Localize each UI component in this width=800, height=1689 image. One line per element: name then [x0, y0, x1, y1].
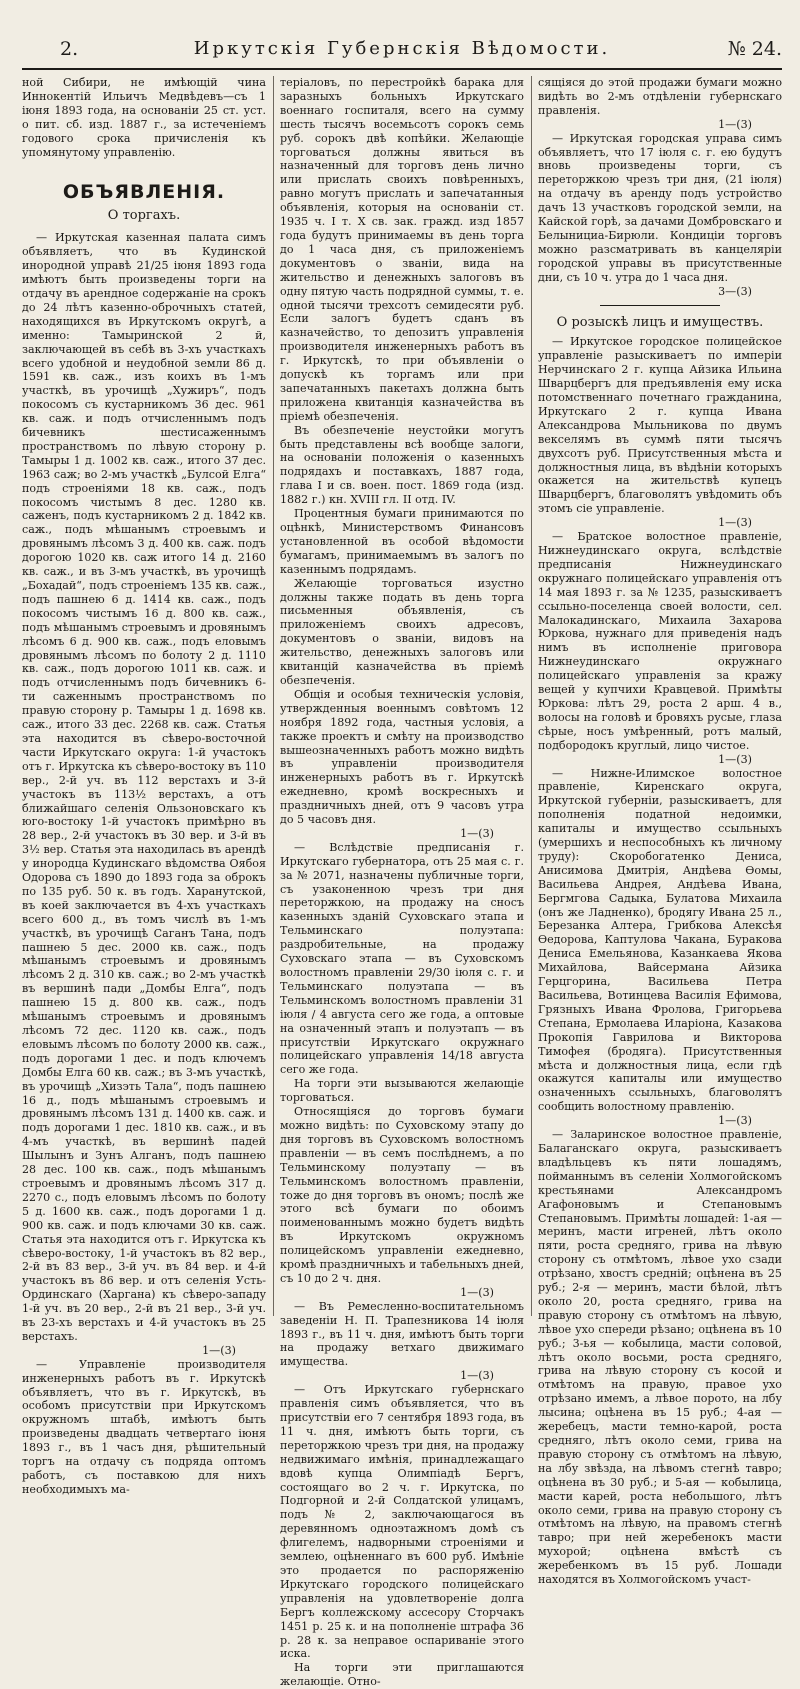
issue-number: № 24.: [727, 38, 782, 60]
paragraph: На торги эти приглашаются желающіе. Отно-: [280, 1661, 524, 1689]
page-header: [22, 30, 782, 70]
column-3: [538, 76, 783, 1587]
section-divider: [600, 305, 720, 306]
signature-mark: 1—(3): [718, 516, 752, 530]
signature-mark: 1—(3): [460, 1369, 494, 1383]
column-rule: [531, 76, 532, 1316]
paragraph: — Заларинское волостное правленіе, Балаганскаго округа, разыскиваетъ владѣльцевъ къ пяти лошадямъ, пойманнымъ въ селеніи Холмогойскомъ крестьянами Александромъ Агафоновымъ и Степановымъ Степановымъ. Примѣты лошадей: 1-ая — меринъ, масти игреней, лѣтъ около пяти, роста средняго, грива на лѣвую сторону съ отмѣтомъ, лѣвое ухо сзади отрѣзано, хвостъ средній; оцѣнена въ 25 руб.; 2-я — меринъ, масти бѣлой, лѣтъ около 20, роста средняго, грива на правую сторону съ отмѣтомъ на лѣвую, лѣвое ухо спереди рѣзано; оцѣнена въ 10 руб.; 3-ья — кобылица, масти соловой, лѣтъ около восьми, роста средняго, грива на лѣвую сторону съ косой и отмѣтомъ на правую, правое ухо отрѣзано имемъ, а лѣвое порото, на лбу лысина; оцѣнена въ 15 руб.; 4-ая — жеребецъ, масти темно-карой, роста средняго, лѣтъ около семи, грива на правую сторону съ отмѣтомъ на лѣвую, на лбу звѣзда, на лѣвомъ стегнѣ тавро; оцѣнена въ 30 руб.; и 5-ая — кобылица, масти карей, роста небольшого, лѣтъ около семи, грива на правую сторону съ отмѣтомъ на лѣвую, на правомъ стегнѣ тавро; при ней жеребенокъ масти мухорой; оцѣнена вмѣстѣ съ жеребенкомъ въ 15 руб. Лошади находятся въ Холмогойскомъ участ-: [538, 1128, 782, 1587]
paragraph: — Иркутская казенная палата симъ объявляетъ, что въ Кудинской инородной управѣ 21/25 іюня 1893 года имѣютъ быть произведены торги на отдачу въ арендное содержаніе на срокъ до 24 лѣтъ казенно-оброчныхъ статей, находящихся въ Иркутскомъ округѣ, а именно: Тамыринской 2 й, заключающей въ себѣ въ 3-хъ участкахъ всего удобной и неудобной земли 86 д. 1591 кв. саж., изъ коихъ въ 1-мъ участкѣ, въ урочищѣ „Хужиръ“, подъ покосомъ съ кустарникомъ 36 дес. 961 кв. саж. и подъ отчисленнымъ подъ бичевникъ шестисаженнымъ пространствомъ по лѣвую сторону р. Тамыры 1 д. 1002 кв. саж., итого 37 дес. 1963 саж; во 2-мъ участкѣ „Булсой Елга“ подъ строеніями 18 кв. саж., подъ покосомъ чистымъ 8 дес. 1280 кв. саженъ, подъ кустарникомъ 2 д. 1842 кв. саж., подъ мѣшанымъ строевымъ и дровянымъ лѣсомъ 3 д. 400 кв. саж. подъ дорогою 1020 кв. саж итого 14 д. 2160 кв. саж., и въ 3-мъ участкѣ, въ урочищѣ „Бохадай“, подъ строеніемъ 135 кв. саж., подъ пашнею 6 д. 1414 кв. саж., подъ покосомъ чистымъ 16 д. 800 кв. саж., подъ мѣшанымъ строевымъ и дровянымъ лѣсомъ 6 д. 900 кв. саж., подъ еловымъ дровянымъ лѣсомъ по болоту 2 д. 1110 кв. саж., подъ дорогою 1011 кв. саж. и подъ отчисленнымъ подъ бичевникъ 6-ти саженнымъ пространствомъ по правую сторону р. Тамыры 1 д. 1698 кв. саж., итого 33 дес. 2268 кв. саж. Статья эта находится въ сѣверо-восточной части Иркутскаго округа: 1-й участокъ отъ г. Иркутска къ сѣверо-востоку въ 110 вер., 2-й уч. въ 112 верстахъ и 3-й участокъ въ 113½ верстахъ, а отъ ближайшаго селенія Ользоновскаго къ юго-востоку 1-й участокъ примѣрно въ 28 вер., 2-й участокъ въ 30 вер. и 3-й въ 3½ вер. Статья эта находилась въ арендѣ у инородца Кудинскаго вѣдомства Оябоя Одорова съ 1890 до 1893 года за оброкъ по 135 руб. 50 к. въ годъ. Харанутской, въ коей заключается въ 4-хъ участкахъ всего 600 д., въ томъ числѣ въ 1-мъ участкѣ, въ урочищѣ Саганъ Тана, подъ пашнею 5 дес. 2000 кв. саж., подъ мѣшанымъ строевымъ и дровянымъ лѣсомъ 2 д. 310 кв. саж.; во 2-мъ участкѣ въ вершинѣ пади „Домбы Елга“, подъ пашнею 15 д. 800 кв. саж., подъ мѣшанымъ строевымъ и дровянымъ лѣсомъ 72 дес. 1120 кв. саж., подъ еловымъ лѣсомъ по болоту 2000 кв. саж., подъ дорогами 1 дес. и подъ ключемъ Домбы Елга 60 кв. саж.; въ 3-мъ участкѣ, въ урочищѣ „Хизэть Тала“, подъ пашнею 16 д., подъ мѣшанымъ строевымъ и дровянымъ лѣсомъ 131 д. 1400 кв. саж. и подъ дорогами 1 дес. 1810 кв. саж., и въ 4-мъ участкѣ, въ вершинѣ падей Шылынъ и Зунъ Алганъ, подъ пашнею 28 дес. 100 кв. саж., подъ мѣшанымъ строевымъ и дровянымъ лѣсомъ 317 д. 2270 с., подъ еловымъ лѣсомъ по болоту 5 д. 1600 кв. саж., подъ дорогами 1 д. 900 кв. саж. и подъ ключами 30 кв. саж. Статья эта находится отъ г. Иркутска къ сѣверо-востоку, 1-й участокъ въ 82 вер., 2-й въ 83 вер., 3-й уч. въ 84 вер. и 4-й участокъ въ 86 вер. и отъ селенія Усть-Ординскаго (Харгана) къ сѣверо-западу 1-й уч. въ 20 вер., 2-й въ 21 вер., 3-й уч. въ 23-хъ верстахъ и 4-й участокъ въ 25 верстахъ.: [22, 231, 266, 1343]
paragraph: Желающіе торговаться изустно должны также подать въ день торга письменныя объявленія, съ приложеніемъ своихъ адресовъ, документовъ о званіи, видовъ на жительство, денежныхъ залоговъ или квитанцій казначейства въ пріемѣ обезпеченія.: [280, 576, 524, 687]
paragraph: Общія и особыя техническія условія, утвержденныя военнымъ совѣтомъ 12 ноября 1892 года, частныя условія, а также проектъ и смѣту на производство вышеозначенныхъ работъ можно видѣть въ управленіи производителя инженерныхъ работъ въ г. Иркутскѣ ежедневно, кромѣ воскресныхъ и праздничныхъ дней, отъ 9 часовъ утра до 5 часовъ дня.: [280, 687, 524, 827]
paragraph: теріаловъ, по перестройкѣ барака для заразныхъ больныхъ Иркутскаго военнаго госпиталя, всего на сумму шесть тысячъ восемьсотъ сорокъ семь руб. сорокъ двѣ копѣйки. Желающіе торговаться должны явиться въ назначенный для торговъ день лично или прислать своихъ повѣренныхъ, равно могутъ прислать и запечатанныя объявленія, которыя на основаніи ст. 1935 ч. I т. X св. зак. гражд. изд 1857 года будутъ принимаемы въ день торга до 1 часа дня, съ приложеніемъ документовъ о званіи, вида на жительство и денежныхъ залоговъ въ одну пятую часть подрядной суммы, т. е. одной тысячи трехсотъ семидесяти руб. Если залогъ будетъ сданъ въ казначейство, то депозитъ управленія производителя инженерныхъ работъ въ г. Иркутскѣ, то при объявленіи о допускѣ къ торгамъ или при запечатанныхъ пакетахъ должна быть приложена квитанція казначейства въ пріемѣ обезпеченія.: [280, 76, 524, 423]
paragraph: — Иркутское городское полицейское управленіе разыскиваетъ по имперіи Нерчинскаго 2 г. купца Айзика Ильина Шварцбергъ для предъявленія ему иска потомственнаго почетнаго гражданина, Иркутскаго 2 г. купца Ивана Александрова Мыльникова по двумъ векселямъ въ суммѣ пяти тысячъ двухсотъ руб. Присутственныя мѣста и должностныя лица, въ вѣдѣніи которыхъ окажется на жительствѣ купецъ Шварцбергъ, благоволятъ увѣдомить объ этомъ сіе управленіе.: [538, 335, 782, 516]
paragraph: — Нижне-Илимское волостное правленіе, Киренскаго округа, Иркутской губерніи, разыскиваетъ, для пополненія податной недоимки, капиталы и имущество ссыльныхъ (умершихъ и неспособныхъ къ личному труду): Скоробогатенко Дениса, Анисимова Дмитрія, Андѣева Ѳомы, Васильева Андрея, Андѣева Ивана, Бергмгова Садыка, Булатова Михаила (онъ же Ладненко), бродягу Ивана 25 л., Березанка Алтера, Грибкова Алексѣя Ѳедорова, Каптулова Чакана, Буракова Дениса Емельянова, Казанкаева Якова Михайлова, Вайсермана Айзика Герцгорина, Васильева Петра Васильева, Вотинцева Василія Ефимова, Грязныхъ Ивана Фролова, Григорьева Степана, Ермолаева Иларіона, Казакова Прокопія Гавриловa и Викторова Тимофея (бродяга). Присутственныя мѣста и должностныя лица, если гдѣ окажутся капиталы или имущество означенныхъ ссыльныхъ, благоволятъ сообщить волостному правленію.: [538, 766, 782, 1114]
paragraph: Процентныя бумаги принимаются по оцѣнкѣ, Министерствомъ Финансовъ установленной въ особой вѣдомости бумагамъ, принимаемымъ въ залогъ по казеннымъ подрядамъ.: [280, 507, 524, 576]
paragraph: сящіяся до этой продажи бумаги можно видѣть во 2-мъ отдѣленіи губернскаго правленія.: [538, 76, 782, 117]
signature-mark: 1—(3): [718, 752, 752, 766]
paragraph: На торги эти вызываются желающіе торговаться.: [280, 1077, 524, 1105]
section-subtitle: О розыскѣ лицъ и имуществъ.: [556, 314, 764, 330]
signature-mark: 1—(3): [202, 1343, 236, 1357]
signature-mark: 1—(3): [718, 1114, 752, 1128]
newspaper-title: Иркутскія Губернскія Вѣдомости.: [193, 38, 611, 59]
column-1: [22, 76, 266, 1496]
paragraph: — Въ Ремесленно-воспитательномъ заведеніи Н. П. Трапезникова 14 іюля 1893 г., въ 11 ч. дня, имѣютъ быть торги на продажу ветхаго движимаго имущества.: [280, 1299, 524, 1369]
columns: [22, 76, 783, 1689]
newspaper-page: [22, 30, 783, 1689]
paragraph: Относящіяся до торговъ бумаги можно видѣть: по Суховскому этапу до дня торговъ въ Суховскомъ волостномъ правленіи — въ семъ послѣднемъ, а по Тельминскому полуэтапу — въ Тельминскомъ волостномъ правленіи, тоже до дня торговъ въ ономъ; послѣ же этого всѣ бумаги по обоимъ поименованнымъ можно будетъ видѣть въ Иркутскомъ окружномъ полицейскомъ управленіи ежедневно, кромѣ праздничныхъ и табельныхъ дней, съ 10 до 2 ч. дня.: [280, 1105, 524, 1285]
signature-mark: 1—(3): [460, 826, 494, 840]
paragraph: — Братское волостное правленіе, Нижнеудинскаго округа, вслѣдствіе предписанія Нижнеудинскаго окружнаго полицейскаго управленія отъ 14 мая 1893 г. за № 1235, разыскиваетъ ссыльно-поселенца своей волости, сел. Малокадинскаго, Михаила Захарова Юркова, нужнаго для приведенія надъ нимъ въ исполненіе приговора Нижнеудинскаго окружнаго полицейскаго управленія за кражу вещей у купчихи Кравцевой. Примѣты Юркова: лѣтъ 29, роста 2 арш. 4 в., волосы на головѣ и бровяхъ русые, глаза сѣрые, носъ умѣренный, ротъ малый, подбородокъ круглый, лицо чистое.: [538, 530, 782, 752]
section-title: ОБЪЯВЛЕНІЯ.: [62, 181, 226, 204]
signature-mark: 1—(3): [718, 117, 752, 131]
signature-mark: 3—(3): [718, 284, 752, 298]
signature-mark: 1—(3): [460, 1285, 494, 1299]
section-subtitle: О торгахъ.: [107, 208, 181, 224]
column-2: [280, 76, 524, 1689]
paragraph: — Отъ Иркутскаго губернскаго правленія симъ объявляется, что въ присутствіи его 7 сентября 1893 года, въ 11 ч. дня, имѣютъ быть торги, съ переторжкою чрезъ три дня, на продажу недвижимаго имѣнія, принадлежащаго вдовѣ купца Олимпіадѣ Бергъ, состоящаго во 2 ч. г. Иркутска, по Подгорной и 2-й Солдатской улицамъ, подъ № 2, заключающагося въ деревянномъ одноэтажномъ домѣ съ флигелемъ, надворными строеніями и землею, оцѣненнаго въ 600 руб. Имѣніе это продается по распоряженію Иркутскаго городского полицейскаго управленія на удовлетвореніе долга Бергъ коллежскому ассесору Сторчакъ 1451 р. 25 к. и на пополненіе штрафа 36 р. 28 к. за неправое оспариваніе этого иска.: [280, 1383, 524, 1661]
column-rule: [273, 76, 274, 1316]
paragraph: — Управленіе производителя инженерныхъ работъ въ г. Иркутскѣ объявляетъ, что въ г. Иркутскѣ, въ особомъ присутствіи при Иркутскомъ окружномъ штабѣ, имѣютъ быть произведены двадцать четвертаго іюня 1893 г., въ 1 часъ дня, рѣшительный торгъ на отдачу съ подряда оптомъ работъ, съ поставкою для нихъ необходимыхъ ма-: [22, 1357, 266, 1496]
page-number: 2.: [60, 38, 79, 60]
paragraph: Въ обезпеченіе неустойки могутъ быть представлены всѣ вообще залоги, на основаніи положенія о казенныхъ подрядахъ и поставкахъ, 1887 года, глава I и св. воен. пост. 1869 года (изд. 1882 г.) кн. XVIII гл. II отд. IV.: [280, 423, 524, 507]
paragraph: — Иркутская городская управа симъ объявляетъ, что 17 іюля с. г. ею будутъ вновь произведены торги, съ переторжкою чрезъ три дня, (21 іюля) на отдачу въ аренду подъ устройство дачъ 13 участковъ городской земли, на Кайской горѣ, за дачами Домбровскаго и Белынициа-Бирюли. Кондиціи торговъ можно разсматривать въ канцеляріи городской управы въ присутственные дни, съ 10 ч. утра до 1 часа дня.: [538, 131, 783, 284]
paragraph: — Вслѣдствіе предписанія г. Иркутскаго губернатора, отъ 25 мая с. г. за № 2071, назначены публичные торги, съ узаконенною чрезъ три дня переторжкою, на продажу на сносъ казенныхъ зданій Суховскаго этапа и Тельминскаго полуэтапа: раздробительные, на продажу Суховскаго этапа — въ Суховскомъ волостномъ правленіи 29/30 іюля с. г. и Тельминскаго полуэтапа — въ Тельминскомъ волостномъ правленіи 31 іюля / 4 августа сего же года, а оптовые на означенный этапъ и полуэтапъ — въ присутствіи Иркутскаго окружнаго полицейскаго управленія 14/18 августа сего же года.: [280, 840, 524, 1077]
paragraph: ной Сибири, не имѣющій чина Иннокентій Ильичъ Медвѣдевъ—съ 1 іюня 1893 года, на основаніи 25 ст. уст. о пит. сб. изд. 1887 г., за истеченіемъ годового срока причисленія къ упомянутому управленію.: [22, 76, 266, 159]
